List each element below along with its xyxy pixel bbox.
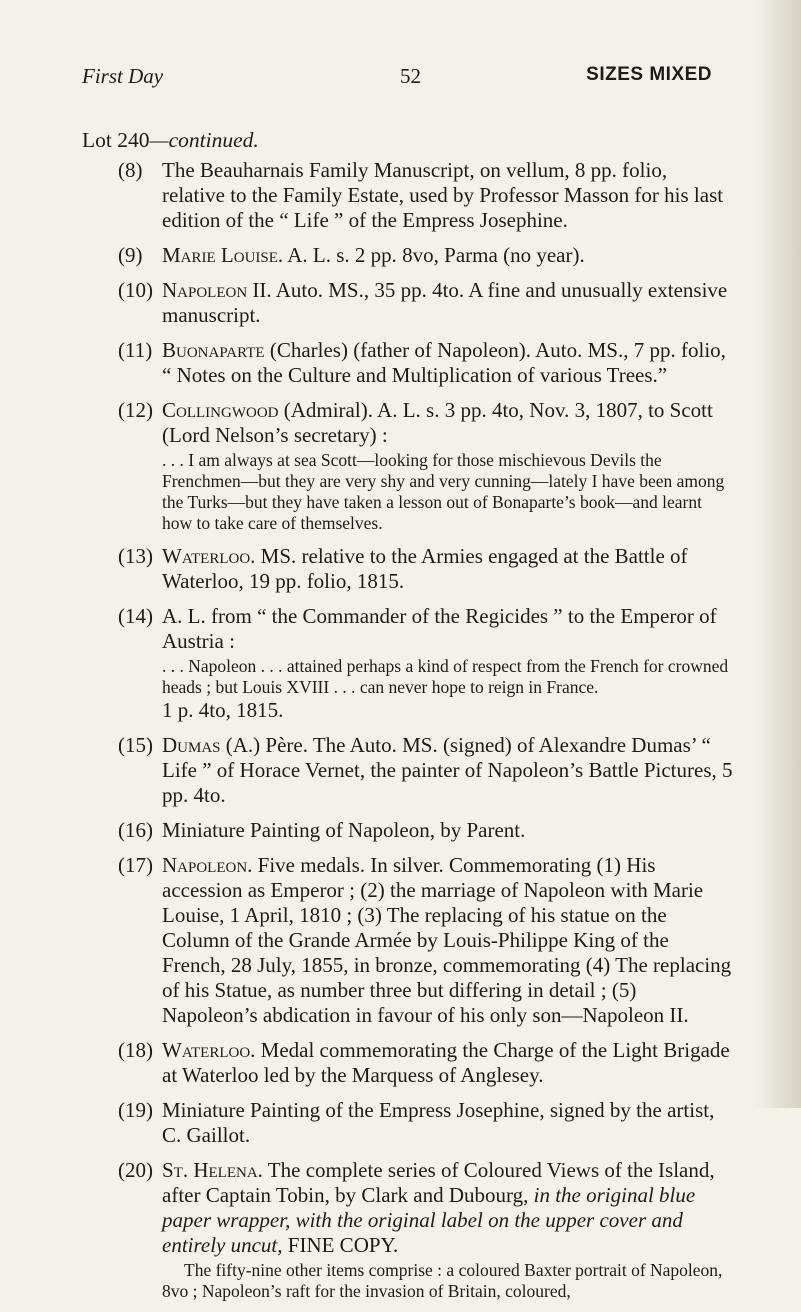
- entry-tail: 1 p. 4to, 1815.: [162, 698, 284, 722]
- entry-15: [0, 733, 801, 808]
- page-number: 52: [400, 64, 421, 88]
- entry-text: MS. relative to the Armies engaged at the Battle of Waterloo, 19 pp. folio, 1815.: [162, 544, 688, 593]
- entry-name: Buonaparte: [162, 338, 265, 362]
- entry-number: (16): [118, 818, 153, 842]
- entry-name: Napoleon.: [162, 853, 253, 877]
- entry-text: The complete series of Coloured Views of the Island, after Captain Tobin, by Clark and Dubourg,: [162, 1158, 715, 1207]
- entry-number: (11): [118, 338, 153, 362]
- entry-text: Auto. MS., 35 pp. 4to. A fine and unusually extensive manuscript.: [162, 278, 728, 327]
- entry-text: (A.) Père. The Auto. MS. (signed) of Alexandre Dumas’ “ Life ” of Horace Vernet, the painter of Napoleon’s Battle Pictures, 5 pp. 4to.: [162, 733, 733, 807]
- entry-9: [0, 243, 801, 268]
- lot-continued: —continued.: [149, 128, 259, 152]
- entry-quote: . . . Napoleon . . . attained perhaps a kind of respect from the French for crowned heads ; but Louis XVIII . . . can never hope to reign in France.: [162, 656, 729, 697]
- entry-fine-copy: FINE COPY.: [287, 1233, 399, 1257]
- entry-quote: The fifty-nine other items comprise : a coloured Baxter portrait of Napoleon, 8vo ; Napoleon’s raft for the invasion of Britain, coloured,: [162, 1260, 723, 1301]
- entry-18: [0, 1038, 801, 1088]
- entry-text: Medal commemorating the Charge of the Light Brigade at Waterloo led by the Marquess of Anglesey.: [162, 1038, 730, 1087]
- entry-quote: . . . I am always at sea Scott—looking for those mischievous Devils the Frenchmen—but they are very shy and very cunning—lately I have been among the Turks—but they have taken a lesson out of Bonaparte’s book—and learnt how to take care of themselves.: [162, 450, 725, 533]
- entry-text: Miniature Painting of Napoleon, by Parent.: [162, 818, 526, 842]
- entry-number: (18): [118, 1038, 153, 1062]
- entry-name: St. Helena.: [162, 1158, 263, 1182]
- entry-14: [0, 604, 801, 723]
- lot-heading: [82, 128, 259, 153]
- entry-17: [0, 853, 801, 1028]
- entry-16: [0, 818, 801, 843]
- entry-text: A. L. s. 2 pp. 8vo, Parma (no year).: [287, 243, 585, 267]
- entry-number: (9): [118, 243, 143, 267]
- entry-italic-text: in the original blue paper wrapper, with the original label on the upper cover and entirely uncut,: [162, 1183, 696, 1257]
- entry-11: [0, 338, 801, 388]
- entry-name: Marie Louise.: [162, 243, 284, 267]
- running-head: [82, 64, 712, 94]
- entry-10: [0, 278, 801, 328]
- entry-name: Collingwood: [162, 398, 279, 422]
- entry-20: [0, 1158, 801, 1302]
- entry-name: Waterloo.: [162, 1038, 256, 1062]
- entry-text: (Charles) (father of Napoleon). Auto. MS., 7 pp. folio, “ Notes on the Culture and Multiplication of various Trees.”: [162, 338, 726, 387]
- entry-number: (20): [118, 1158, 153, 1182]
- entry-name: Dumas: [162, 733, 221, 757]
- entry-number: (10): [118, 278, 153, 302]
- entry-number: (8): [118, 158, 143, 182]
- entry-19: [0, 1098, 801, 1148]
- entry-number: (14): [118, 604, 153, 628]
- entry-8: [0, 158, 801, 233]
- entry-13: [0, 544, 801, 594]
- entry-number: (17): [118, 853, 153, 877]
- entry-number: (12): [118, 398, 153, 422]
- entry-number: (13): [118, 544, 153, 568]
- entry-text: Miniature Painting of the Empress Josephine, signed by the artist, C. Gaillot.: [162, 1098, 715, 1147]
- entry-text: The Beauharnais Family Manuscript, on vellum, 8 pp. folio, relative to the Family Estate, used by Professor Masson for his last edition of the “ Life ” of the Empress Josephine.: [162, 158, 724, 232]
- entries-list: [0, 158, 801, 1312]
- entry-12: [0, 398, 801, 534]
- entry-number: (15): [118, 733, 153, 757]
- running-head-left: First Day: [82, 64, 164, 88]
- entry-name: Waterloo.: [162, 544, 256, 568]
- entry-name: Napoleon II.: [162, 278, 272, 302]
- entry-text: (Admiral). A. L. s. 3 pp. 4to, Nov. 3, 1807, to Scott (Lord Nelson’s secretary) :: [162, 398, 713, 447]
- entry-text: Five medals. In silver. Commemorating (1) His accession as Emperor ; (2) the marriage of Napoleon with Marie Louise, 1 April, 1810 ; (3) The replacing of his statue on the Column of the Grande Armée by Louis-Philippe King of the French, 28 July, 1855, in bronze, commemorating (4) The replacing of his Statue, as number three but differing in detail ; (5) Napoleon’s abdication in favour of his only son—Napoleon II.: [162, 853, 732, 1027]
- entry-text: A. L. from “ the Commander of the Regicides ” to the Emperor of Austria :: [162, 604, 717, 653]
- running-head-right: SIZES MIXED: [586, 64, 712, 85]
- lot-title: Lot 240: [82, 128, 150, 152]
- entry-number: (19): [118, 1098, 153, 1122]
